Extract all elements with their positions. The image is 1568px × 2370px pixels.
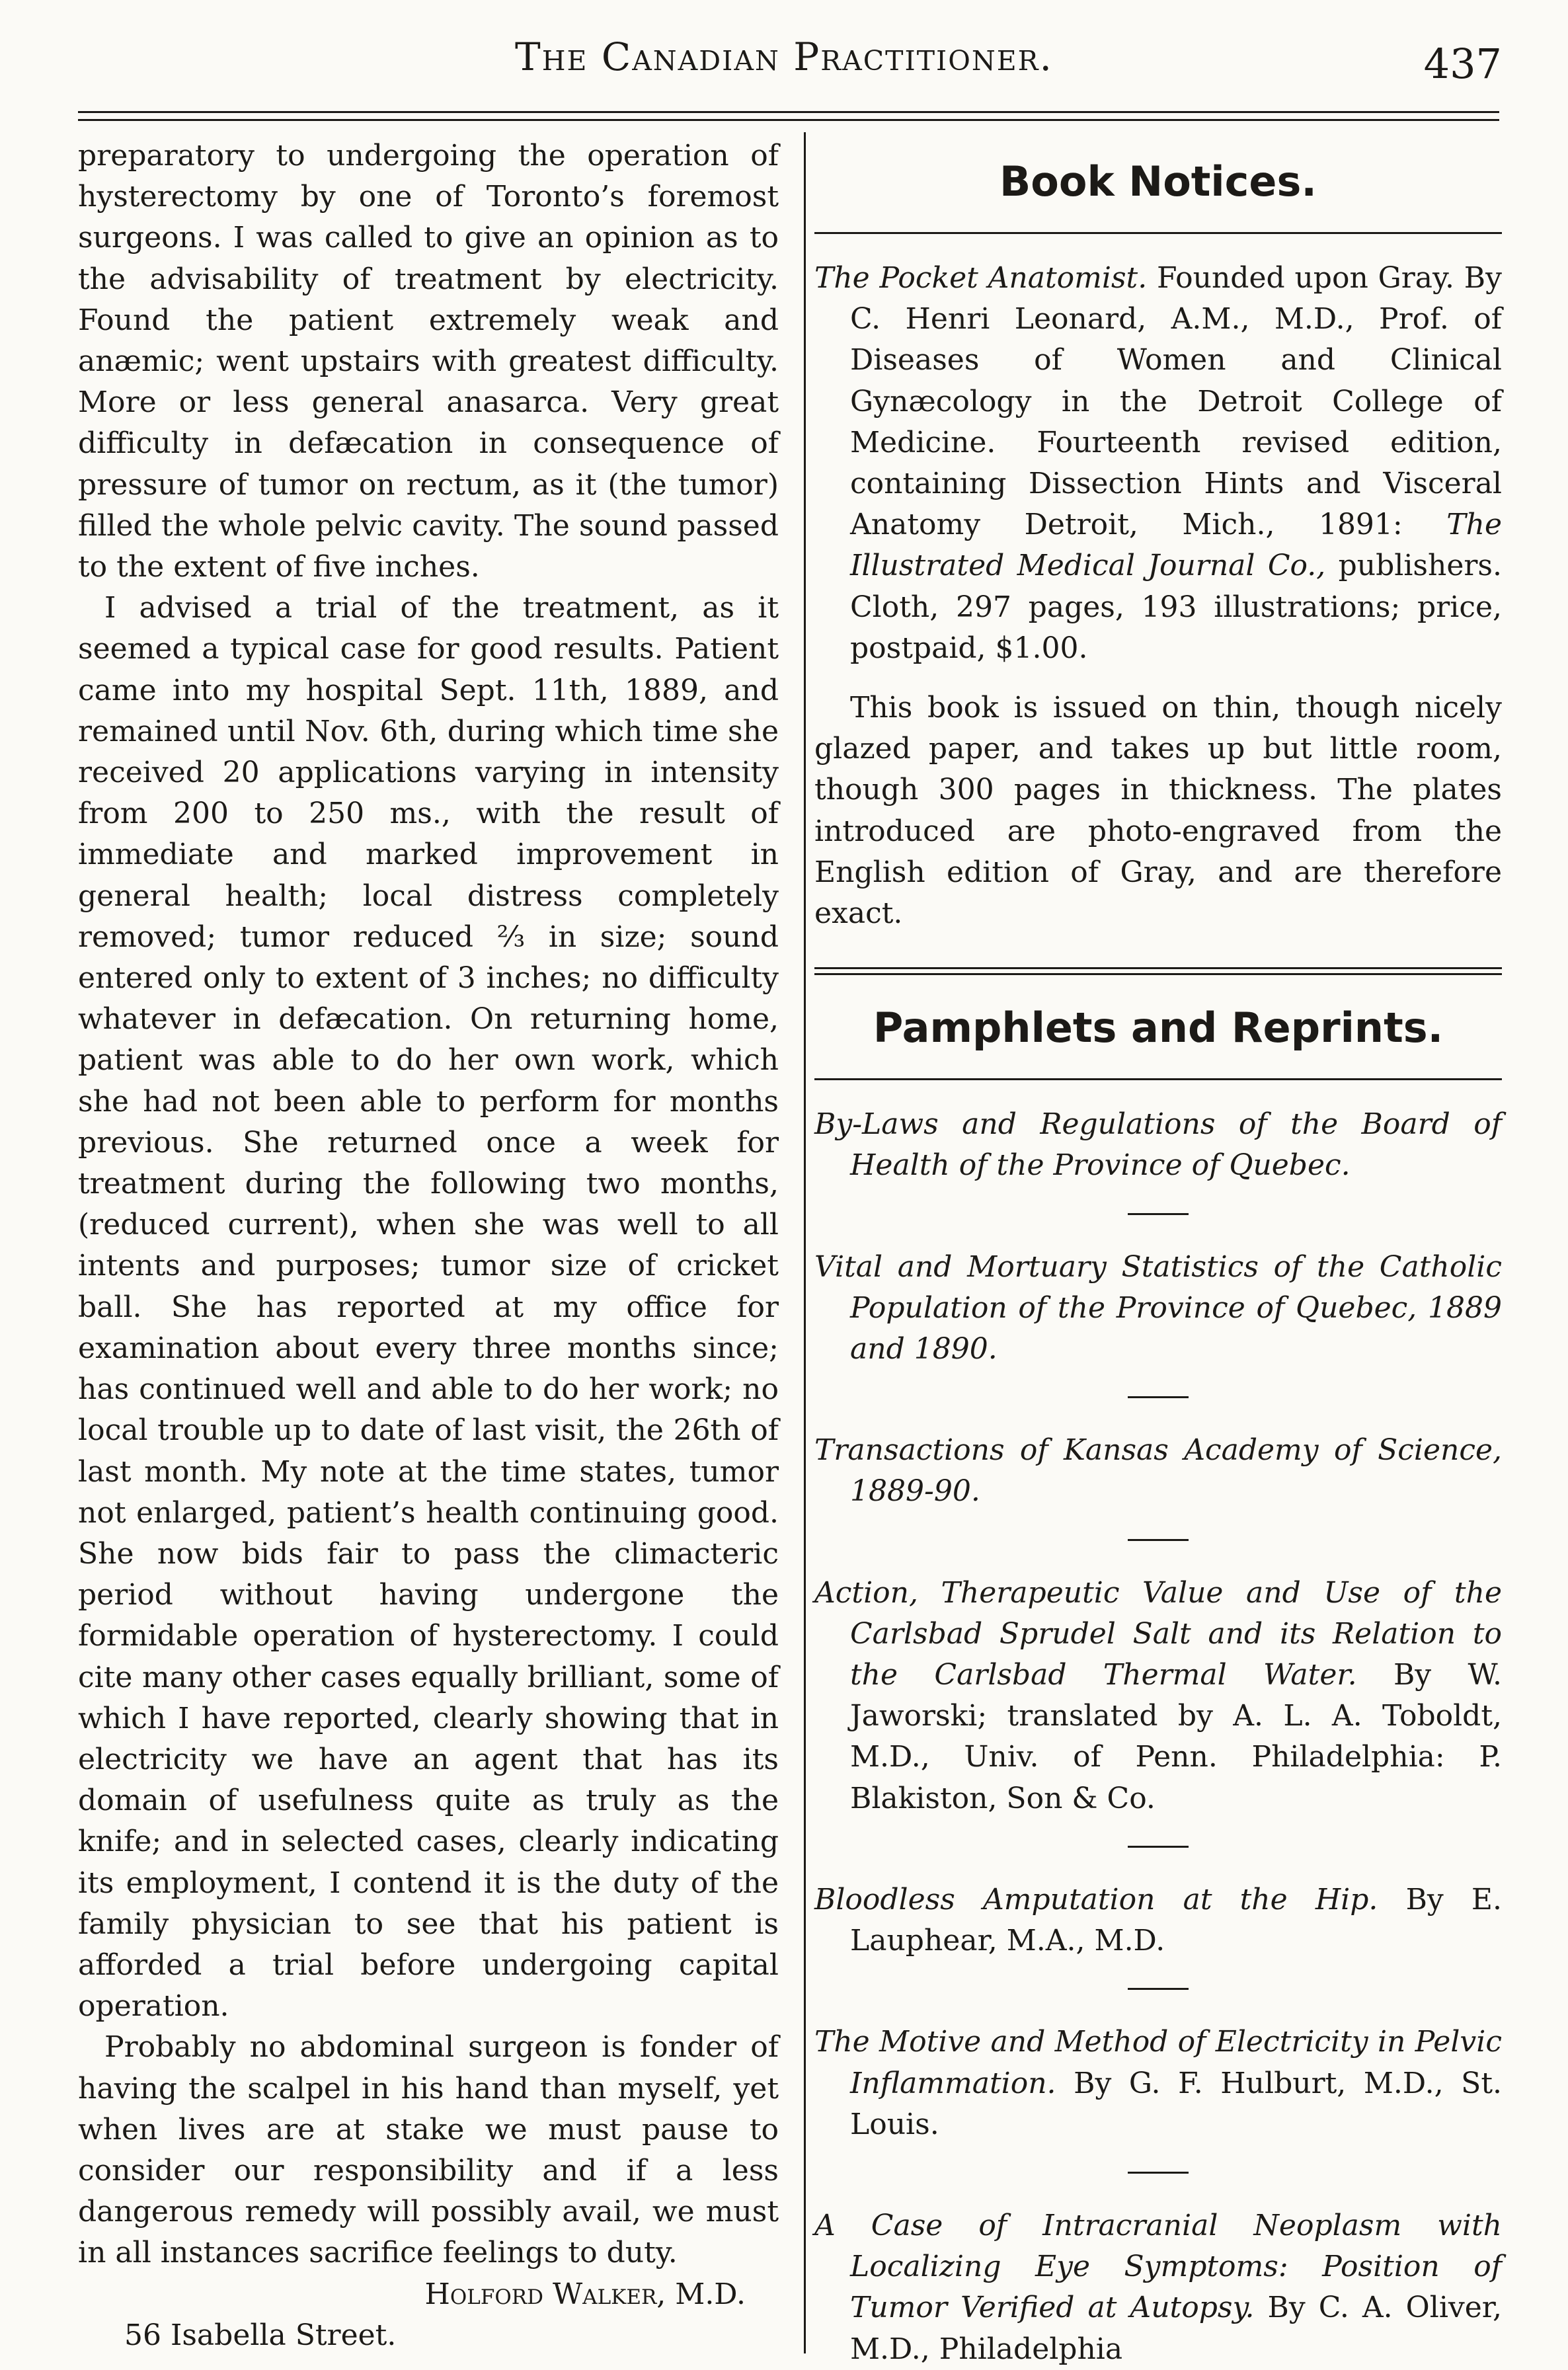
item-separator: [1128, 1396, 1189, 1398]
left-column: [78, 136, 779, 2356]
item-separator: [1128, 1213, 1189, 1215]
article-paragraph-2: I advised a trial of the treatment, as it seemed a typical case for good results. Patient came into my hospital Sept. 11th, 1889, and remained until Nov. 6th, during which time she received 20 applications varying in intensity from 200 to 250 ms., with the result of immediate and marked improvement in general health; local distress completely removed; tumor reduced ⅔ in size; sound entered only to extent of 3 inches; no difficulty whatever in defæcation. On returning home, patient was able to do her own work, which she had not been able to perform for months previous. She returned once a week for treatment during the following two months, (reduced current), when she was well to all intents and purposes; tumor size of cricket ball. She has reported at my office for examination about every three months since; has continued well and able to do her work; no local trouble up to date of last visit, the 26th of last month. My note at the time states, tumor not enlarged, patient’s health continuing good. She now bids fair to pass the climacteric period without having undergone the formidable operation of hysterectomy. I could cite many other cases equally brilliant, some of which I have reported, clearly showing that in electricity we have an agent that has its domain of usefulness quite as truly as the knife; and in selected cases, clearly indicating its employment, I contend it is the duty of the family physician to see that his patient is afforded a trial before undergoing capital operation.: [78, 591, 779, 2024]
column-divider: [804, 132, 806, 2353]
running-head-title: The Canadian Practitioner.: [515, 34, 1053, 79]
article-paragraph-3: Probably no abdominal surgeon is fonder of having the scalpel in his hand than myself, yet when lives are at stake we must pause to consider our responsibility and if a less dangerous remedy will possibly avail, we must in all instances sacrifice feelings to duty.: [78, 2030, 779, 2270]
pamphlet-item: A Case of Intracranial Neoplasm with Localizing Eye Symptoms: Position of Tumor Verified at Autopsy. By C. A. Oliver, M.D., Philadelphia: [814, 2208, 1502, 2366]
header-rule-top: [78, 111, 1499, 113]
pamphlet-item: Bloodless Amputation at the Hip. By E. Lauphear, M.A., M.D.: [814, 1882, 1502, 1958]
article-paragraph-1: preparatory to undergoing the operation of hysterectomy by one of Toronto’s foremost surgeons. I was called to give an opinion as to the advisability of treatment by electricity. Found the patient extremely weak and anæmic; went upstairs with greatest difficulty. More or less general anasarca. Very great difficulty in defæcation in consequence of pressure of tumor on rectum, as it (the tumor) filled the whole pelvic cavity. The sound passed to the extent of five inches.: [78, 139, 779, 584]
book-publisher: The Illustrated Medical Journal Co.,: [850, 508, 1502, 583]
section-double-rule: [814, 967, 1502, 975]
pamphlet-item: Action, Therapeutic Value and Use of the Carlsbad Sprudel Salt and its Relation to the Carlsbad Thermal Water. By W. Jaworski; translated by A. L. A. Toboldt, M.D., Univ. of Penn. Philadelphia: P. Blakiston, Son & Co.: [814, 1575, 1502, 1815]
item-separator: [1128, 1539, 1189, 1541]
author-address: 56 Isabella Street.: [124, 2318, 397, 2352]
pamphlet-item: Vital and Mortuary Statistics of the Catholic Population of the Province of Quebec, 1889 and 1890.: [814, 1249, 1502, 1366]
item-separator: [1128, 2172, 1189, 2174]
book-title: The Pocket Anatomist.: [814, 261, 1148, 295]
section-rule: [814, 232, 1502, 234]
page-number: 437: [1423, 40, 1502, 88]
book-notice-entry: [814, 258, 1502, 669]
book-review: This book is issued on thin, though nicely glazed paper, and takes up but little room, though 300 pages in thickness. The plates introduced are photo-engraved from the English edition of Gray, and are therefore exact.: [814, 691, 1502, 931]
pamphlet-item: The Motive and Method of Electricity in Pelvic Inflammation. By G. F. Hulburt, M.D., St. Louis.: [814, 2025, 1502, 2141]
section-rule: [814, 1078, 1502, 1080]
item-separator: [1128, 1988, 1189, 1990]
book-notices-heading: Book Notices.: [1000, 157, 1317, 206]
item-separator: [1128, 1846, 1189, 1848]
book-details: Founded upon Gray. By C. Henri Leonard, A.M., M.D., Prof. of Diseases of Women and Clinical Gynæcology in the Detroit College of Medicine. Fourteenth revised edition, containing Dissection Hints and Visceral Anatomy Detroit, Mich., 1891:: [850, 261, 1502, 542]
author-signature: Holford Walker, M.D.: [424, 2277, 746, 2311]
right-column: [814, 136, 1502, 2370]
pamphlet-item: Transactions of Kansas Academy of Science, 1889-90.: [814, 1433, 1502, 1509]
book-price: publishers. Cloth, 297 pages, 193 illustrations; price, postpaid, $1.00.: [850, 549, 1502, 665]
header-rule-bottom: [78, 119, 1499, 121]
pamphlet-item: By-Laws and Regulations of the Board of Health of the Province of Quebec.: [814, 1107, 1502, 1183]
pamphlets-heading: Pamphlets and Reprints.: [873, 1004, 1444, 1052]
